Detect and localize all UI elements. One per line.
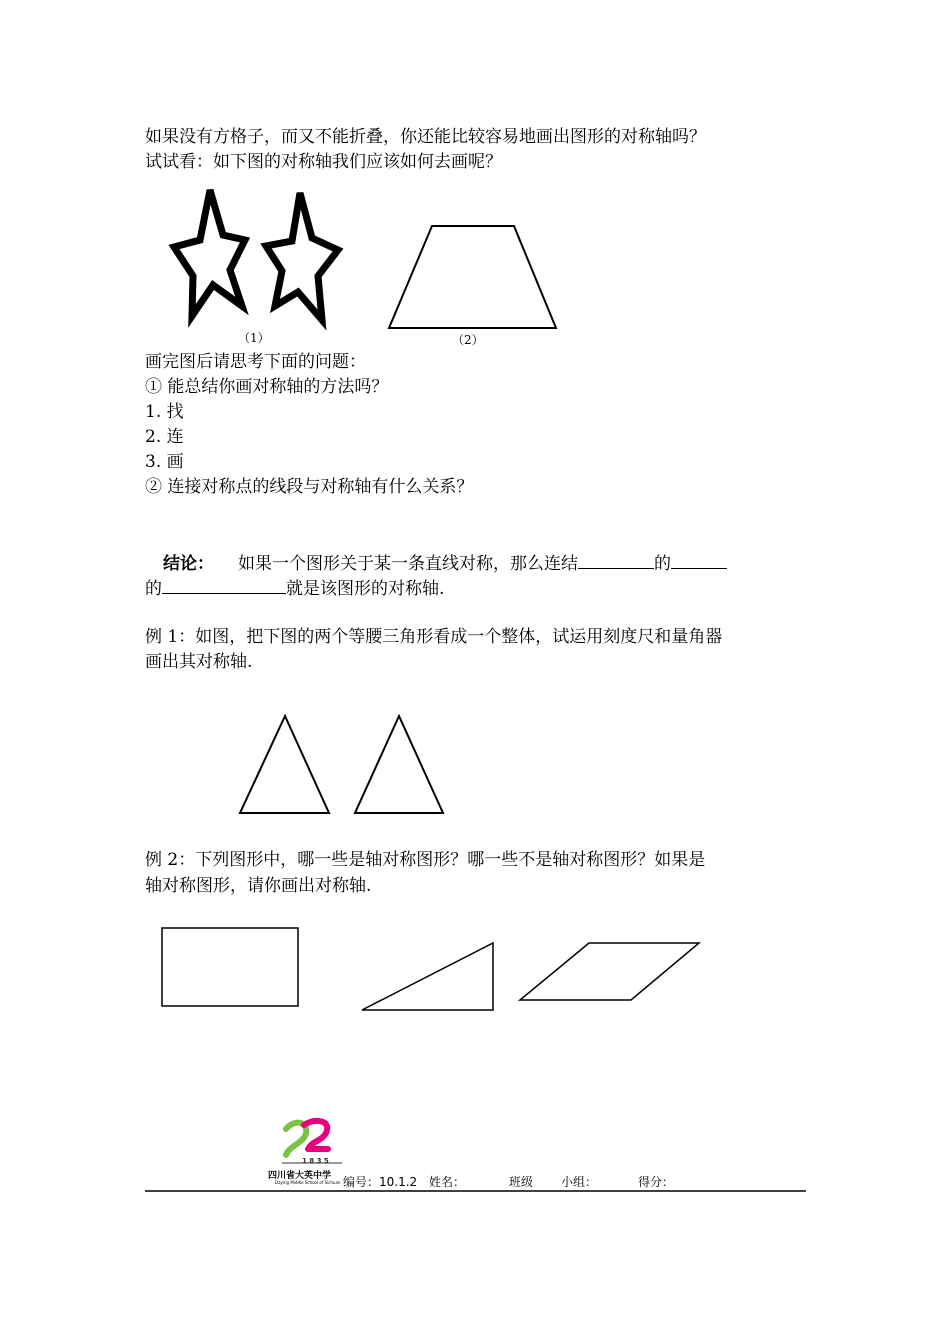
answer-blank-1[interactable] <box>578 551 654 569</box>
footer-class-label: 班级 <box>509 1175 534 1189</box>
school-name-cn: 四川省大英中学 <box>268 1171 332 1181</box>
footer-code: 编号：10.1.2 <box>343 1175 418 1189</box>
school-name-en: Daying Middle School of Sichuan <box>275 1180 341 1185</box>
school-logo <box>280 1115 342 1165</box>
conclusion-text-c: 的 <box>145 579 162 599</box>
answer-blank-3[interactable] <box>162 576 286 594</box>
intro-line-2: 试试看：如下图的对称轴我们应该如何去画呢？ <box>145 152 502 172</box>
footer-score-label: 得分： <box>638 1175 675 1189</box>
conclusion-text-b: 的 <box>654 554 671 574</box>
method-step-2: 2. 连 <box>145 427 184 447</box>
isosceles-triangle-2 <box>355 716 443 813</box>
example-1-line-2: 画出其对称轴. <box>145 652 253 672</box>
trapezoid-shape <box>389 226 556 328</box>
right-triangle-shape <box>362 943 493 1010</box>
footer-group-label: 小组： <box>561 1175 598 1189</box>
intro-line-1: 如果没有方格子，而又不能折叠，你还能比较容易地画出图形的对称轴吗？ <box>145 127 706 147</box>
logo-number: 1 8 3 5 <box>302 1157 329 1165</box>
rectangle-shape <box>162 928 298 1006</box>
example-2-line-2: 轴对称图形，请你画出对称轴. <box>145 876 372 896</box>
method-step-3: 3. 画 <box>145 452 184 472</box>
figure-label-2: （2） <box>452 333 484 347</box>
figure-label-1: （1） <box>238 331 270 345</box>
conclusion-line-2 <box>145 576 444 600</box>
parallelogram-shape <box>520 943 699 1000</box>
conclusion-text-a: 如果一个图形关于某一条直线对称，那么连结 <box>238 554 578 574</box>
question-2: ② 连接对称点的线段与对称轴有什么关系？ <box>145 477 474 497</box>
logo-divider <box>282 1162 342 1164</box>
questions-lead: 画完图后请思考下面的问题： <box>145 352 366 372</box>
conclusion-text-d: 就是该图形的对称轴. <box>286 579 445 599</box>
answer-blank-2[interactable] <box>671 551 727 569</box>
star-shape-1 <box>174 190 245 316</box>
example-1-line-1: 例 1：如图，把下图的两个等腰三角形看成一个整体，试运用刻度尺和量角器 <box>145 627 723 647</box>
conclusion-line-1 <box>163 551 727 575</box>
conclusion-label: 结论： <box>163 554 214 574</box>
footer-name-label: 姓名： <box>429 1175 466 1189</box>
example-2-line-1: 例 2：下列图形中，哪一些是轴对称图形？哪一些不是轴对称图形？如果是 <box>145 850 706 870</box>
isosceles-triangle-1 <box>240 716 329 813</box>
star-shape-2 <box>266 193 338 320</box>
method-step-1: 1. 找 <box>145 402 184 422</box>
question-1: ① 能总结你画对称轴的方法吗？ <box>145 377 389 397</box>
